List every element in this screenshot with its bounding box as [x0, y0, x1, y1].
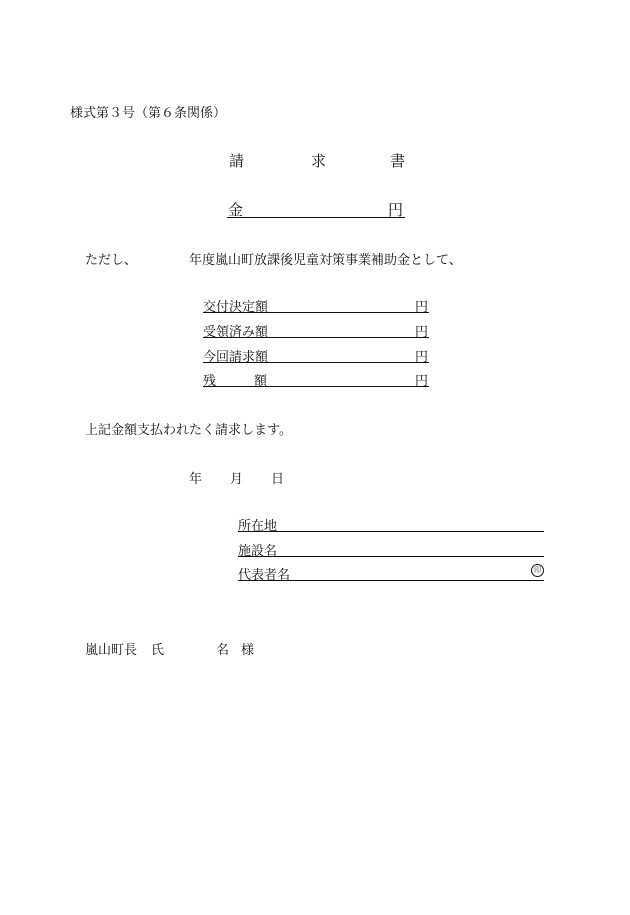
document-title-char: 書	[390, 152, 406, 170]
addressee-honorific: 様	[241, 643, 255, 658]
amount-label: 金	[228, 201, 244, 219]
yen-unit: 円	[414, 374, 428, 389]
request-statement: 上記金額支払われたく請求します。	[85, 423, 292, 438]
amount-field[interactable]	[227, 199, 405, 218]
facility-name-label: 施設名	[238, 544, 278, 559]
addressee-given-name: 名	[216, 643, 230, 658]
address-field[interactable]	[238, 515, 544, 532]
current-request-amount-field[interactable]	[203, 346, 429, 363]
representative-name-field[interactable]	[238, 564, 544, 581]
facility-name-field[interactable]	[238, 540, 544, 557]
grant-decided-amount-label: 交付決定額	[203, 300, 269, 315]
received-amount-label: 受領済み額	[203, 325, 269, 340]
seal-icon: 印	[531, 564, 544, 577]
amount-unit: 円	[387, 201, 403, 219]
yen-unit: 円	[414, 325, 428, 340]
address-label: 所在地	[238, 519, 278, 534]
grant-decided-amount-field[interactable]	[203, 296, 429, 313]
current-request-amount-label: 今回請求額	[203, 350, 269, 365]
received-amount-field[interactable]	[203, 321, 429, 338]
yen-unit: 円	[414, 350, 428, 365]
date-year-label: 年	[189, 472, 203, 487]
form-number: 様式第３号（第６条関係）	[70, 106, 227, 121]
proviso-text: 年度嵐山町放課後児童対策事業補助金として、	[189, 253, 462, 268]
remaining-amount-field[interactable]	[203, 370, 429, 387]
date-month-label: 月	[230, 472, 244, 487]
proviso-prefix: ただし、	[85, 253, 138, 268]
date-day-label: 日	[271, 472, 285, 487]
yen-unit: 円	[414, 300, 428, 315]
addressee-title: 嵐山町長	[85, 643, 138, 658]
remaining-amount-label: 残 額	[203, 374, 267, 389]
addressee-family-name: 氏	[151, 643, 165, 658]
representative-name-label: 代表者名	[238, 568, 291, 583]
document-title-char: 求	[311, 152, 327, 170]
document-title-char: 請	[229, 152, 245, 170]
